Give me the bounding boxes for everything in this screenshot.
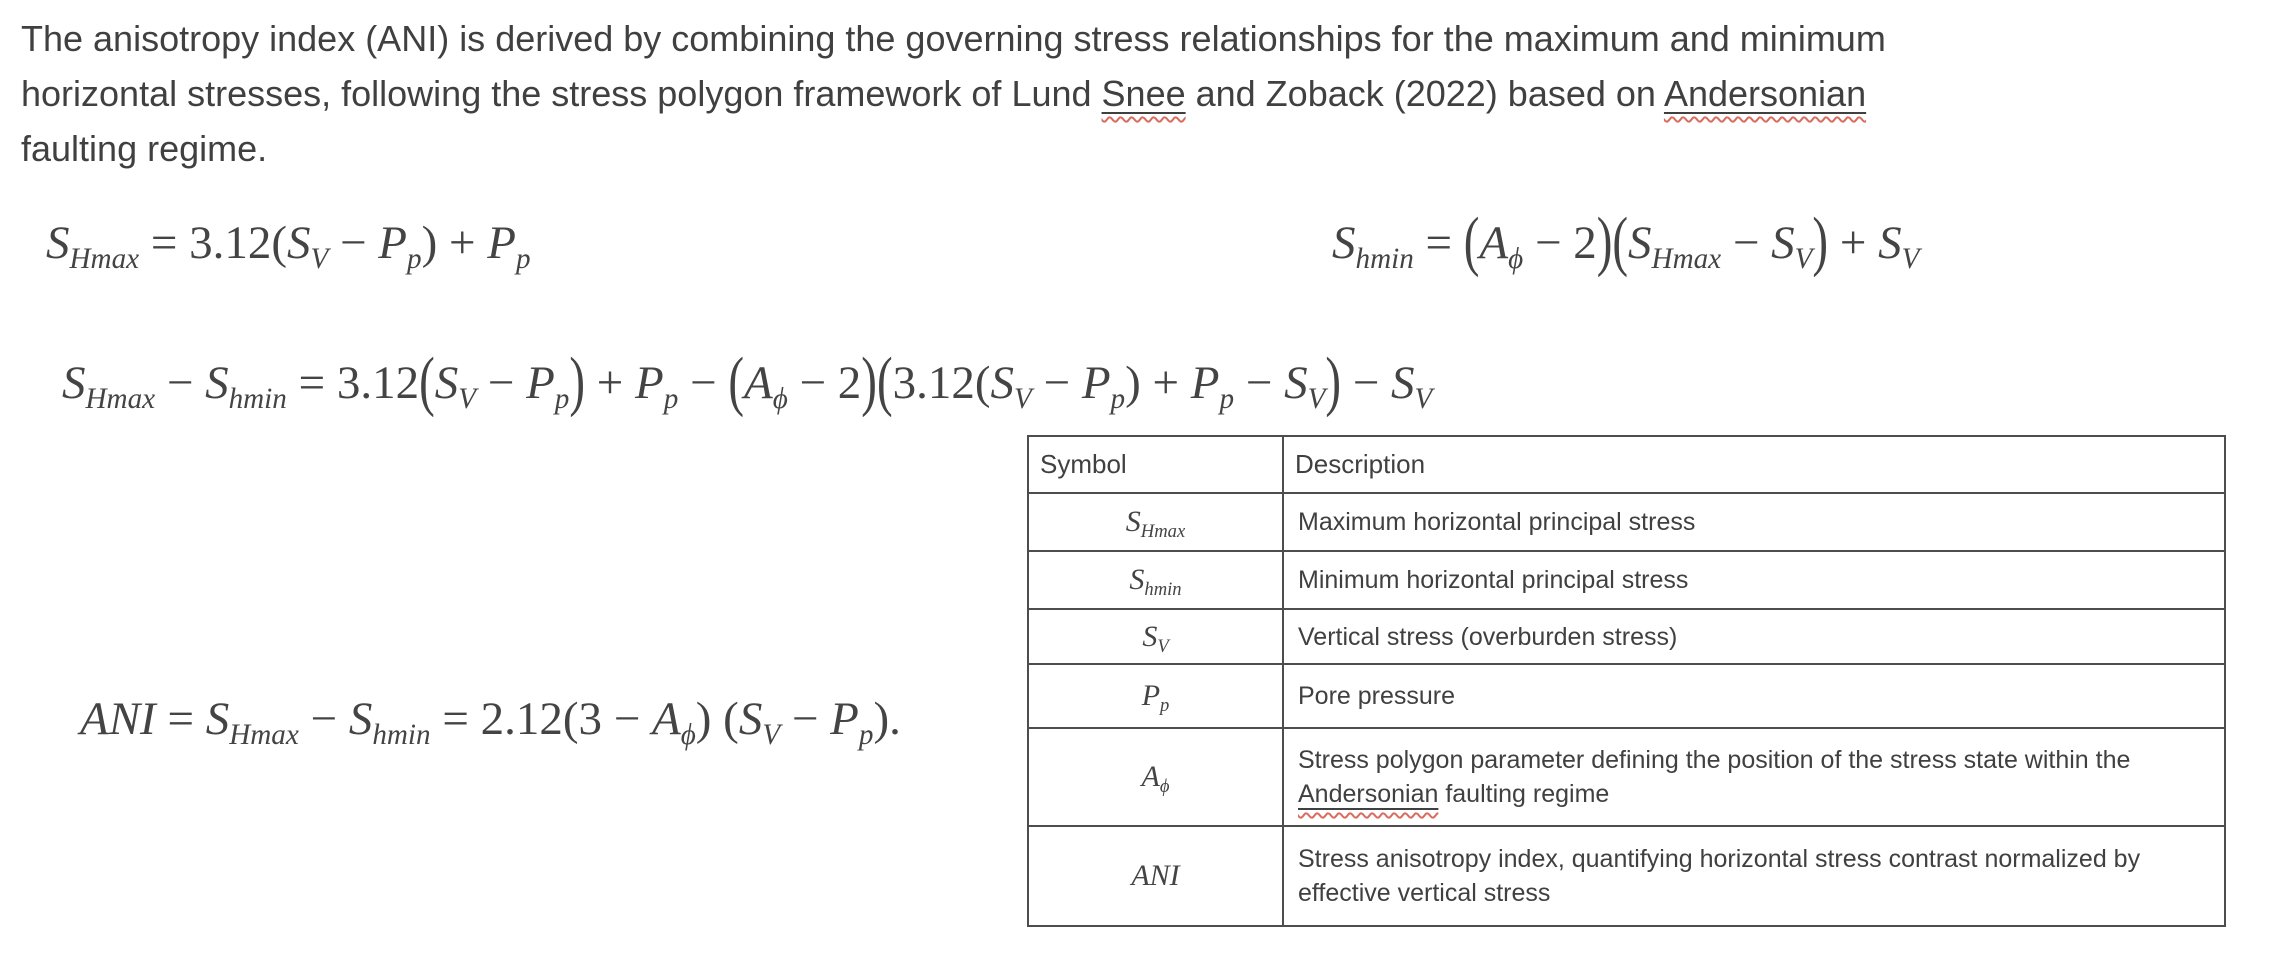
table-header-row xyxy=(1028,436,2225,493)
intro-paragraph xyxy=(21,11,1886,176)
equation-shmin: $S_{hmin} = (A_\phi - 2)(S_{Hmax} - S_V) + S_V$ xyxy=(1332,204,1920,279)
underlined-word-andersonian xyxy=(1664,73,1866,114)
table-row-shmax xyxy=(1028,493,2225,551)
symbol-cell: $A_\phi$ xyxy=(1028,728,1283,826)
description-cell: Minimum horizontal principal stress xyxy=(1283,551,2225,609)
misspelled-word: Snee xyxy=(1101,73,1186,114)
symbol-cell: $S_{Hmax}$ xyxy=(1028,493,1283,551)
description-cell xyxy=(1283,728,2225,826)
paragraph-line-1: The anisotropy index (ANI) is derived by combining the governing stress relationships for the maximum and minimum xyxy=(21,18,1886,59)
symbol-column-header: Symbol xyxy=(1028,436,1283,493)
underlined-word-andersonian xyxy=(1298,780,1438,808)
description-cell: Pore pressure xyxy=(1283,664,2225,728)
table-row-ani xyxy=(1028,826,2225,926)
symbol-cell: $P_p$ xyxy=(1028,664,1283,728)
paragraph-line-3: faulting regime. xyxy=(21,128,268,169)
description-text: faulting regime xyxy=(1438,780,1610,808)
description-cell: Maximum horizontal principal stress xyxy=(1283,493,2225,551)
symbol-table xyxy=(1027,435,2226,927)
description-cell: Stress anisotropy index, quantifying horizontal stress contrast normalized by effective vertical stress xyxy=(1283,826,2225,926)
paragraph-text: and Zoback (2022) based on xyxy=(1185,73,1664,114)
misspelled-word: Andersonian xyxy=(1298,780,1439,808)
underlined-word-snee xyxy=(1102,73,1186,114)
table-row-aphi xyxy=(1028,728,2225,826)
paragraph-text: horizontal stresses, following the stress polygon framework of Lund xyxy=(21,73,1102,114)
symbol-cell: $S_{hmin}$ xyxy=(1028,551,1283,609)
description-text: Stress polygon parameter defining the position of the stress state within the xyxy=(1298,746,2131,774)
paragraph-line-2 xyxy=(21,66,1886,121)
equation-ani: ANI = $S_{Hmax} - S_{hmin} = 2.12(3 - A_\phi) (S_V - P_p)$. xyxy=(80,693,901,751)
equation-shmax: $S_{Hmax} = 3.12(S_V - P_p) + P_p$ xyxy=(46,217,531,275)
misspelled-word: Andersonian xyxy=(1663,73,1867,114)
symbol-cell: ANI xyxy=(1028,826,1283,926)
table-row-shmin xyxy=(1028,551,2225,609)
description-cell: Vertical stress (overburden stress) xyxy=(1283,609,2225,664)
description-column-header: Description xyxy=(1283,436,2225,493)
table-row-sv xyxy=(1028,609,2225,664)
symbol-cell: $S_V$ xyxy=(1028,609,1283,664)
table-row-pp xyxy=(1028,664,2225,728)
equation-stress-difference: $S_{Hmax} - S_{hmin} = 3.12(S_V - P_p) + P_p - (A_\phi - 2)(3.12(S_V - P_p) + P_p - S_V) - S_V$ xyxy=(62,344,1433,419)
